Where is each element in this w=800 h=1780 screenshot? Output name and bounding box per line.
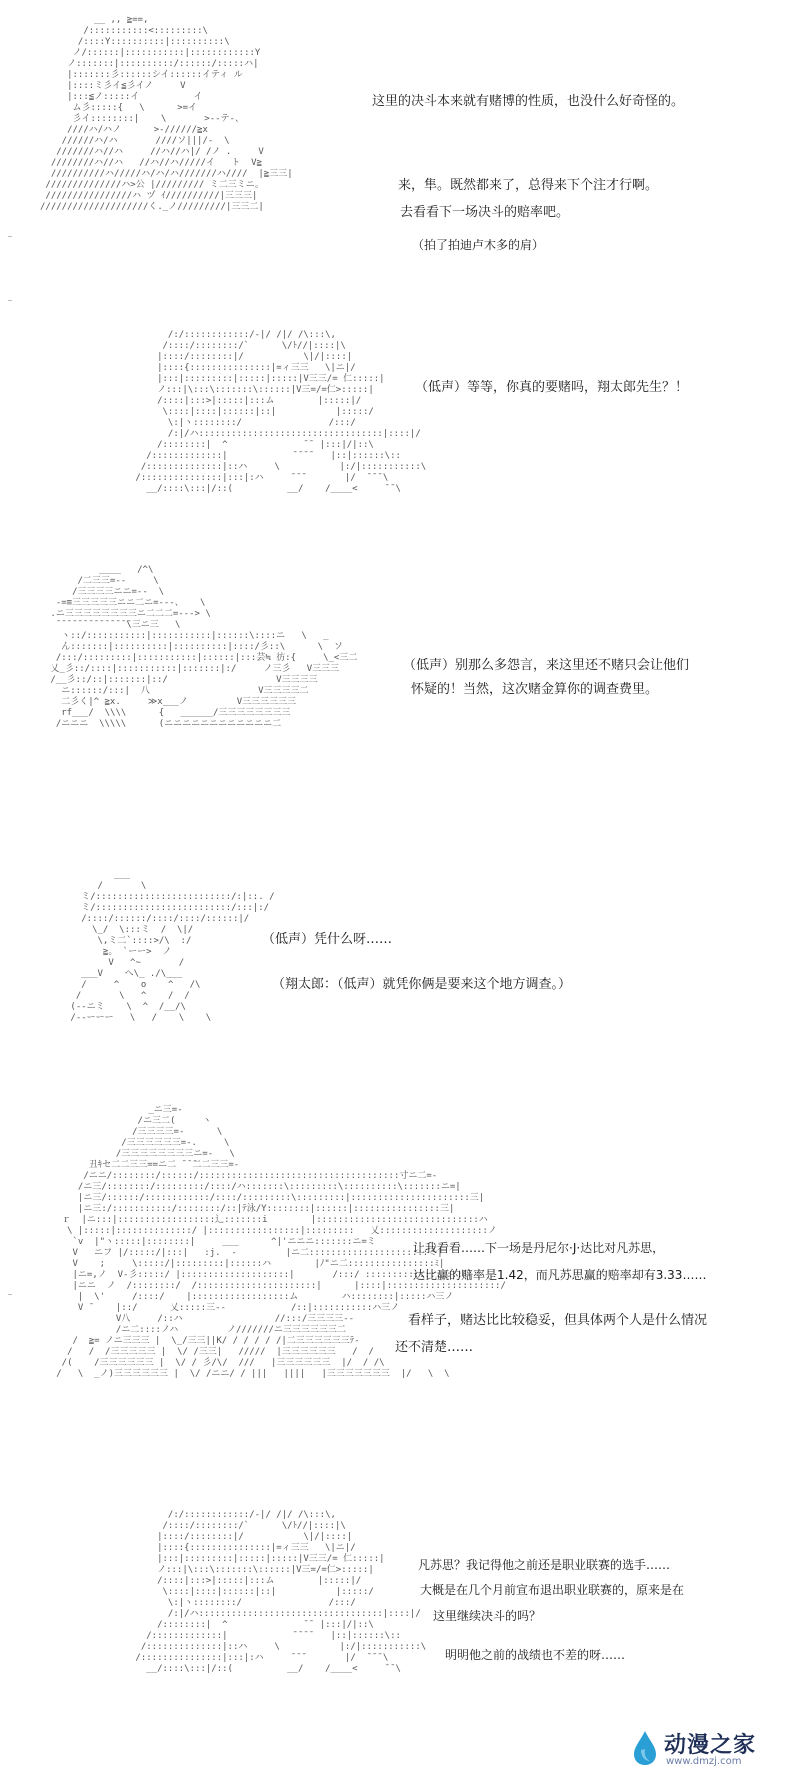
comic-panel-3 [0, 555, 800, 845]
dialogue-line: 这里继续决斗的吗？ [433, 1609, 542, 1623]
comic-panel-1 [0, 0, 800, 290]
ascii-art-figure: /:/::::::::::::/-|/ /|/ /\:::\, /::::/::::::::/` \/ﾄ//|::::|\ |::::/::::::::|/ \|/|::::| |::::{:::::::::::::::|=ィ三三 \|ニ|/ |:::|:::::::::|:::::|:::::|V三三/= 仁:::::| ノ:::|\:::\:::::::\::::::|V三=/=仁>:::::| /::::|:::>|:::::|:::ム |:::::|/ \::::|::::|::::::|::| |:::::/ \:|ヽ::::::::/ /:::/ /:|/ハ::::::::::::::::::::::::::::::::::|::::|/ /::::::::| ^ ̄ ̄ |:::|/|::\ /:::::::::::::| ̄ ̄ ̄ ̄ |::|::::::\:: /::::::::::::::|::ハ \ |:/|:::::::::::\ /:::::::::::::::|:::|:ハ ̄ ̄ ̄ |/ ̄ ̄ ̄ \ __/::::\:::|/::( __/ /____< ̄ ̄ \ [135, 330, 427, 494]
divider-mark [8, 236, 12, 237]
dialogue-line: 让我看看……下一场是丹尼尔·J·达比对凡苏思， [413, 1241, 665, 1255]
dialogue-line: 大概是在几个月前宣布退出职业联赛的，原来是在 [420, 1583, 685, 1597]
ascii-art-figure: _ニ三=- /ニ三二( ヽ /三三三三=- \ /三三三三三三=-. \ /三三三三三三三三ニ=- \ 丑ｷセ二二三三==ニ二 ̄ ̄ ̄二二三三=- /ニニ/::::::::/::::::/:::::::::::::::::::::::::::::::::::::寸ニ二=- /ニ三/::::::::/:::::::::/::::/ハ:::::::\:::::::::\::::::::::\:::::::ニ=| |ニ三/::::::/::::::::::::/::::/:::::::::\:::::::::|::::::::::::::::::::::三| |ニ三:/:::::::::::/::::::::/::|ﾃ泳/Y::::::::|::::::|::::::::::::::::三| ｒ |ニ:::|::::::::::::::::::辶:::::::i |::::::::::::::::::::::::::::::ハ \ |:::::|::::::::::::::/ |:::::::::::::::::|::::::::: 乂::::::::::::::::::::ノ `v |"ヽ:::::|::::::::| ___ ^|'ニニニ:::::::ニ=ミ V ニフ |/:::::/|:::| :j. - |ニ二::::::::::::::::::::::ミ| V ; \:::::/|:::::::::|::::::ハ |ﾉ"ニ二::::::::::::::::ﾐ| |ニ=,ノ V-彡:::::/ |::::::::::::::::::::| /:::/ ::::::::::::::::::ﾐ| |ニニ ノ /::::::::/ /::::::::::::::::::::::| |::::|:::::::::::::::::::::/ | \' /::::/ |::::::::::::::::::ム ハ::::::::|:::::ハ三ノ V ̄ |::/ 乂:::::三-- /::|:::::::::::ハ三ノ V八 /::ハ //:::/三三三三-- /ニ二::::ノハ ノ///////ニ三三三三三三二 / ≧= ノニ三三三 | \_/三三||K/ / / / / /|二三三三三三三ﾃ- / / /三三三三三 | \/ /三三| ///// |三三三三三三 / / /( /三三三三三三 | \/ / 彡/\/ /// |三三三三三三 |/ / /\ / \ _ノ)三三三三三三 | \/ /ニニ/ / ||| |||| |三三三三三三三 |/ \ \ [56, 1105, 506, 1379]
comic-panel-2 [0, 320, 800, 540]
dialogue-line: 明明他之前的战绩也不差的呀…… [445, 1648, 626, 1662]
dialogue-line: 这里的决斗本来就有赌博的性质，也没什么好奇怪的。 [372, 94, 685, 109]
comic-panel-6 [0, 1500, 800, 1720]
dialogue-line: （低声）等等，你真的要赌吗，翔太郎先生？！ [415, 380, 689, 395]
dialogue-line: 达比赢的赔率是1.42，而凡苏思赢的赔率却有3.33…… [413, 1268, 707, 1282]
watermark-logo [632, 1726, 782, 1772]
logo-name: 动漫之家 [664, 1733, 757, 1758]
dialogue-line: 怀疑的！当然，这次赌金算你的调查费里。 [411, 682, 659, 697]
dialogue-line: 去看看下一场决斗的赔率吧。 [400, 205, 570, 220]
divider-mark [8, 300, 12, 301]
dialogue-line: 来，隼。既然都来了，总得来下个注才行啊。 [398, 178, 659, 193]
dialogue-line: 凡苏思？我记得他之前还是职业联赛的选手…… [418, 1558, 671, 1572]
ascii-art-figure: ____ /^\ /二三三=-- \ /三三三三ニニ=-- \ -=≡三三三三三ニニ二ニ=---、 \ .ニ三三三三三三三三ニ二二二=---> \ ̄ ̄ ̄ ̄ ̄ ̄ ̄ ̄ ̄ ̄ ̄ ̄ ̄ ̄\三ニ三 \ ヽ::/:::::::::::|:::::::::::|::::::\::::ニ \ _ ん:::::::|::::::::::|::::::::::|::::/彡::\ \ ソ /:::/:::::::::|:::::::::::|::::::|:::芸≒ 彷:{ \_<三二 乂_彡::/::::|:::::::::::|:::::::|:/ ノ三彡 V三三三 /__彡::/::|:::::::|::/ V三三三三 ニ::::::/:::| 八 V三三三三二 二彡く|^ ≧x. ≫x___ノ V三三三三三三 rf___/ \\\\ { ______/三三三三三三三三 /ニニニ \\\\\ (ニニニニニニニニニニニニ二 [50, 565, 358, 729]
dialogue-line: 还不清楚…… [395, 1340, 474, 1355]
dialogue-line: （拍了拍迪卢木多的肩） [412, 238, 545, 252]
dialogue-line: 看样子，赌达比比较稳妥，但具体两个人是什么情况 [408, 1313, 708, 1328]
dialogue-line: （翔太郎：（低声）就凭你俩是要来这个地方调查。） [272, 977, 572, 992]
divider-mark [8, 1294, 12, 1295]
comic-panel-4 [0, 860, 800, 1070]
ascii-art-figure: /:/::::::::::::/-|/ /|/ /\:::\, /::::/::::::::/` \/ﾄ//|::::|\ |::::/::::::::|/ \|/|::::| |::::{:::::::::::::::|=ィ三三 \|ニ|/ |:::|:::::::::|:::::|:::::|V三三/= 仁:::::| ノ:::|\:::\:::::::\::::::|V三=/=仁>:::::| /::::|:::>|:::::|:::ム |:::::|/ \::::|::::|::::::|::| |:::::/ \:|ヽ::::::::/ /:::/ /:|/ハ::::::::::::::::::::::::::::::::::|::::|/ /::::::::| ^ ̄ ̄ |:::|/|::\ /:::::::::::::| ̄ ̄ ̄ ̄ |::|::::::\:: /::::::::::::::|::ハ \ |:/|:::::::::::\ /:::::::::::::::|:::|:ハ ̄ ̄ ̄ |/ ̄ ̄ ̄ \ __/::::\:::|/::( __/ /____< ̄ ̄ \ [135, 1510, 427, 1674]
dialogue-line: （低声）凭什么呀…… [262, 932, 393, 947]
logo-url: www.dmzj.com [666, 1756, 742, 1767]
comic-panel-5 [0, 1085, 800, 1495]
ascii-art-figure: ___ / \ ミ/:::::::::::::::::::::::::/:|::. / ミ/:::::::::::::::::::::::::/:::|:/ /::::/::::::/::::/::::/::::::|/ \_/ \:::ミ / \|/ \,ミ二`::::>/\ :/ ≧。 `ーー> ノ V ^~ / ___V へ\_ ./\___ / ^ o ^ /\ / \ ^ / / (--ニミ \ ^ /__/\ /--ーーー \ / \ \ [70, 870, 275, 1023]
ascii-art-figure: __ ,, ≧==, /:::::::::::<:::::::::\ /::::Y::::::::::|::::::::::\ ノ/::::::|:::::::::::|::::::::::::Y ノ:::::::|::::::::::/::::::/:::::ハ| |:::::::彡::::::シイ::::::イティ ル |::::ミ彡イ≦彡イノ V |:::≦ノ:::::イ イ ム彡:::::{ \ >=イ 彡イ::::::::| \ >--テ-、 ////ハ/ハノ >-//////≧x //////ハ/ハ ////ソ|||/- \ ///////ハ//ハ //ハ//ハ|/ /ノ . V ////////ハ//ハ //ハ//ハ/////イ ト V≧ //////////ハ/////ハ/ハ/ハ///////ハ//// |≧三三| //////////////ハ>公 |///////// ミ二三ミニ。 ////////////////ハ ヅ ｲ//////////|三三三| ////////////////////く._ノ/////////|三三二| [40, 15, 293, 212]
dialogue-line: （低声）别那么多怨言，来这里还不赌只会让他们 [403, 658, 690, 673]
water-drop-icon [632, 1730, 658, 1766]
